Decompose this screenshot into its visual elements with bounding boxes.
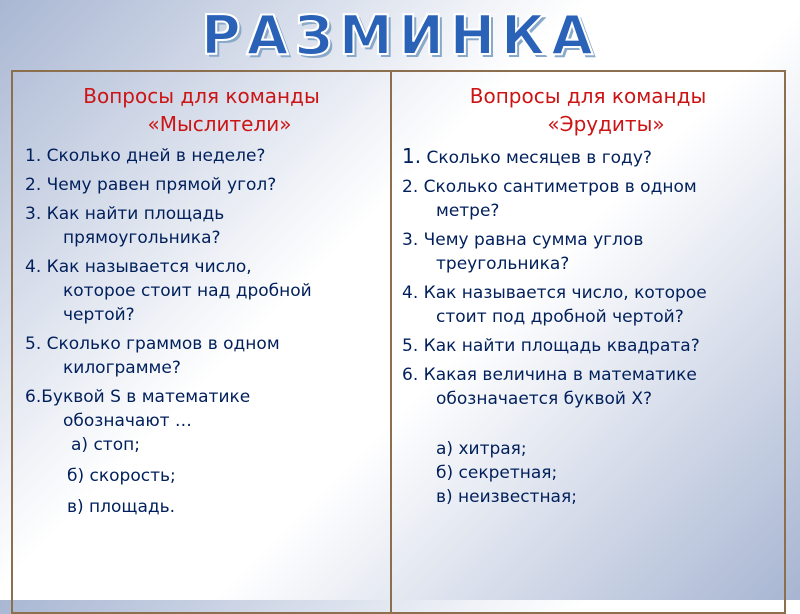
- question-text-cont: метре?: [436, 201, 500, 221]
- question-text-cont: обозначают …: [63, 411, 192, 431]
- team-name: «Эрудиты»: [547, 112, 665, 136]
- question-item: [25, 385, 390, 457]
- question-text-body: Сколько месяцев в году?: [421, 148, 652, 168]
- answer-option: б) секретная;: [436, 463, 558, 483]
- question-text: 5. Сколько граммов в одном: [25, 334, 280, 354]
- question-text: 6.Буквой S в математике: [25, 387, 251, 407]
- question-item: [25, 173, 390, 197]
- question-list: [13, 144, 390, 519]
- question-item: [402, 175, 784, 223]
- question-item: [25, 144, 390, 168]
- question-text: [402, 144, 784, 170]
- question-item: [402, 363, 784, 411]
- team-thinkers-column: [13, 72, 392, 612]
- answer-options: [25, 464, 390, 519]
- question-text-cont: обозначается буквой Х?: [436, 389, 653, 409]
- question-text-cont: треугольника?: [436, 254, 570, 274]
- team-erudites-heading: [392, 82, 784, 138]
- question-text-cont: прямоугольника?: [63, 228, 221, 248]
- answer-option: а) стоп;: [71, 435, 140, 455]
- answer-option: в) площадь.: [67, 497, 176, 517]
- question-text-cont: чертой?: [63, 305, 135, 325]
- question-text: 6. Какая величина в математике: [402, 365, 697, 385]
- question-text-cont: которое стоит над дробной: [63, 281, 312, 301]
- answer-option: а) хитрая;: [436, 439, 527, 459]
- question-text-cont: килограмме?: [63, 358, 181, 378]
- question-text: 5. Как найти площадь квадрата?: [402, 336, 700, 356]
- heading-line: Вопросы для команды: [83, 84, 320, 108]
- question-item: [402, 281, 784, 329]
- heading-line: Вопросы для команды: [469, 84, 707, 108]
- question-item: [402, 144, 784, 170]
- question-number: 1.: [402, 144, 422, 168]
- answer-option: в) неизвестная;: [436, 487, 577, 507]
- question-text: 3. Как найти площадь: [25, 204, 225, 224]
- answer-option: б) скорость;: [67, 466, 176, 486]
- questions-table: [11, 70, 786, 614]
- question-item: [25, 202, 390, 250]
- question-text: 1. Сколько дней в неделе?: [25, 146, 266, 166]
- question-text: 3. Чему равна сумма углов: [402, 230, 644, 250]
- question-item: [402, 334, 784, 358]
- question-text: 4. Как называется число, которое: [402, 283, 707, 303]
- team-name: «Мыслители»: [147, 112, 292, 136]
- question-list: [392, 144, 784, 509]
- question-item: [25, 332, 390, 380]
- question-item: [402, 228, 784, 276]
- page-title: РАЗМИНКА: [201, 4, 599, 67]
- question-text: 4. Как называется число,: [25, 257, 252, 277]
- team-thinkers-heading: [13, 82, 390, 138]
- question-text: 2. Чему равен прямой угол?: [25, 175, 277, 195]
- team-erudites-column: [392, 72, 784, 612]
- question-item: [25, 255, 390, 327]
- question-text: 2. Сколько сантиметров в одном: [402, 177, 697, 197]
- answer-options: [402, 437, 784, 509]
- question-text-cont: стоит под дробной чертой?: [436, 307, 684, 327]
